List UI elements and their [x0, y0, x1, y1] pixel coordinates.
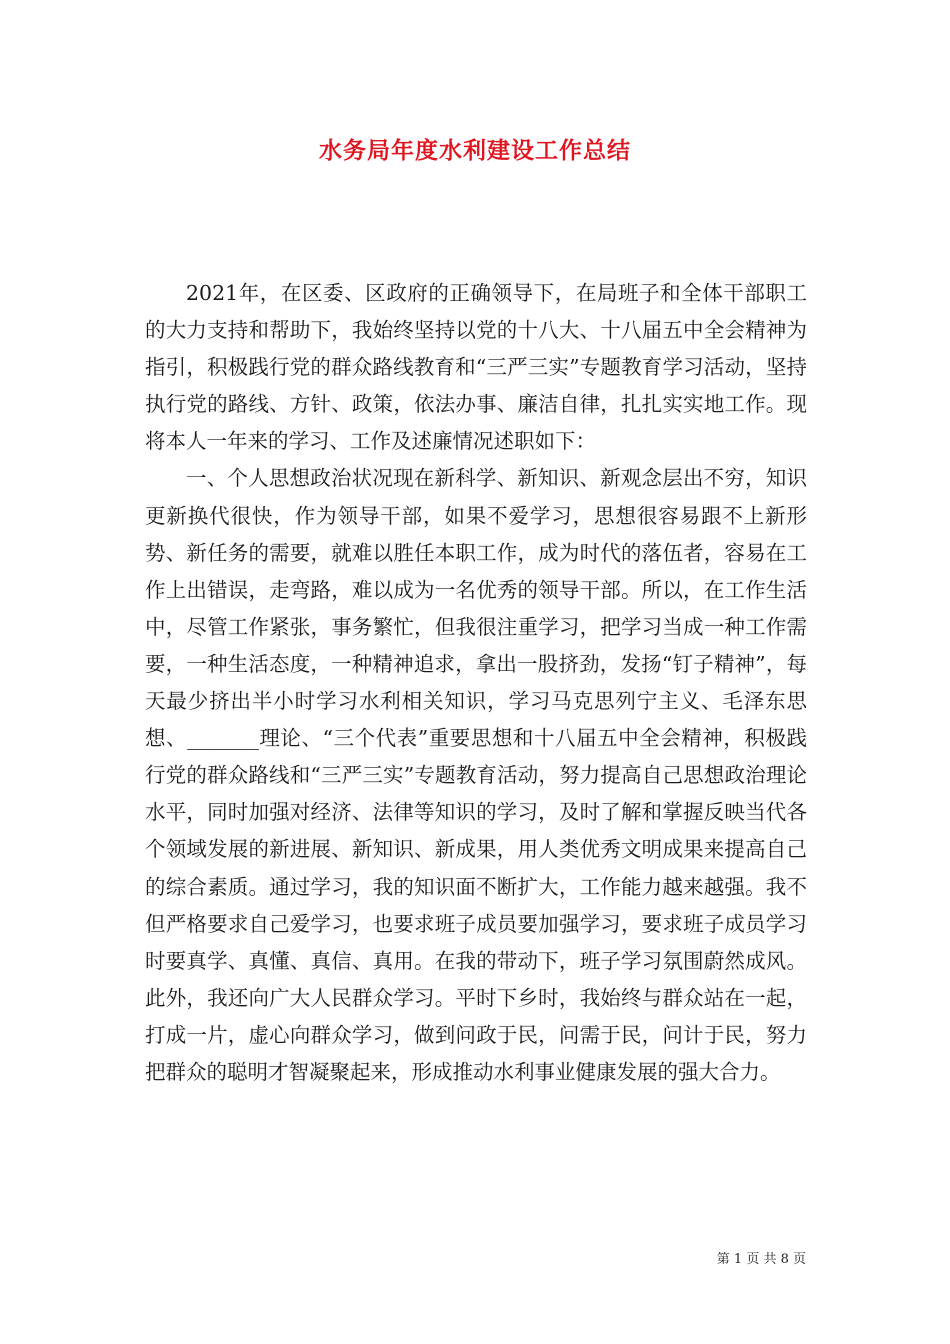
document-body [145, 275, 807, 1091]
paragraph-section-one: 一、个人思想政治状况现在新科学、新知识、新观念层出不穷，知识更新换代很快，作为领导干部，如果不爱学习，思想很容易跟不上新形势、新任务的需要，就难以胜任本职工作，成为时代的落伍者，容易在工作上出错误，走弯路，难以成为一名优秀的领导干部。所以，在工作生活中，尽管工作紧张，事务繁忙，但我很注重学习，把学习当成一种工作需要，一种生活态度，一种精神追求，拿出一股挤劲，发扬“钉子精神”，每天最少挤出半小时学习水利相关知识，学习马克思列宁主义、毛泽东思想、_______理论、“三个代表”重要思想和十八届五中全会精神，积极践行党的群众路线和“三严三实”专题教育活动，努力提高自己思想政治理论水平，同时加强对经济、法律等知识的学习，及时了解和掌握反映当代各个领域发展的新进展、新知识、新成果，用人类优秀文明成果来提高自己的综合素质。通过学习，我的知识面不断扩大，工作能力越来越强。我不但严格要求自己爱学习，也要求班子成员要加强学习，要求班子成员学习时要真学、真懂、真信、真用。在我的带动下，班子学习氛围蔚然成风。此外，我还向广大人民群众学习。平时下乡时，我始终与群众站在一起，打成一片，虚心向群众学习，做到问政于民，问需于民，问计于民，努力把群众的聪明才智凝聚起来，形成推动水利事业健康发展的强大合力。 [145, 466, 807, 1084]
paragraph-intro: 2021年，在区委、区政府的正确领导下，在局班子和全体干部职工的大力支持和帮助下，我始终坚持以党的十八大、十八届五中全会精神为指引，积极践行党的群众路线教育和“三严三实”专题教育学习活动，坚持执行党的路线、方针、政策，依法办事、廉洁自律，扎扎实实地工作。现将本人一年来的学习、工作及述廉情况述职如下： [145, 281, 807, 454]
page-number: 第 1 页 共 8 页 [716, 1252, 806, 1267]
document-title: 水务局年度水利建设工作总结 [319, 137, 631, 164]
